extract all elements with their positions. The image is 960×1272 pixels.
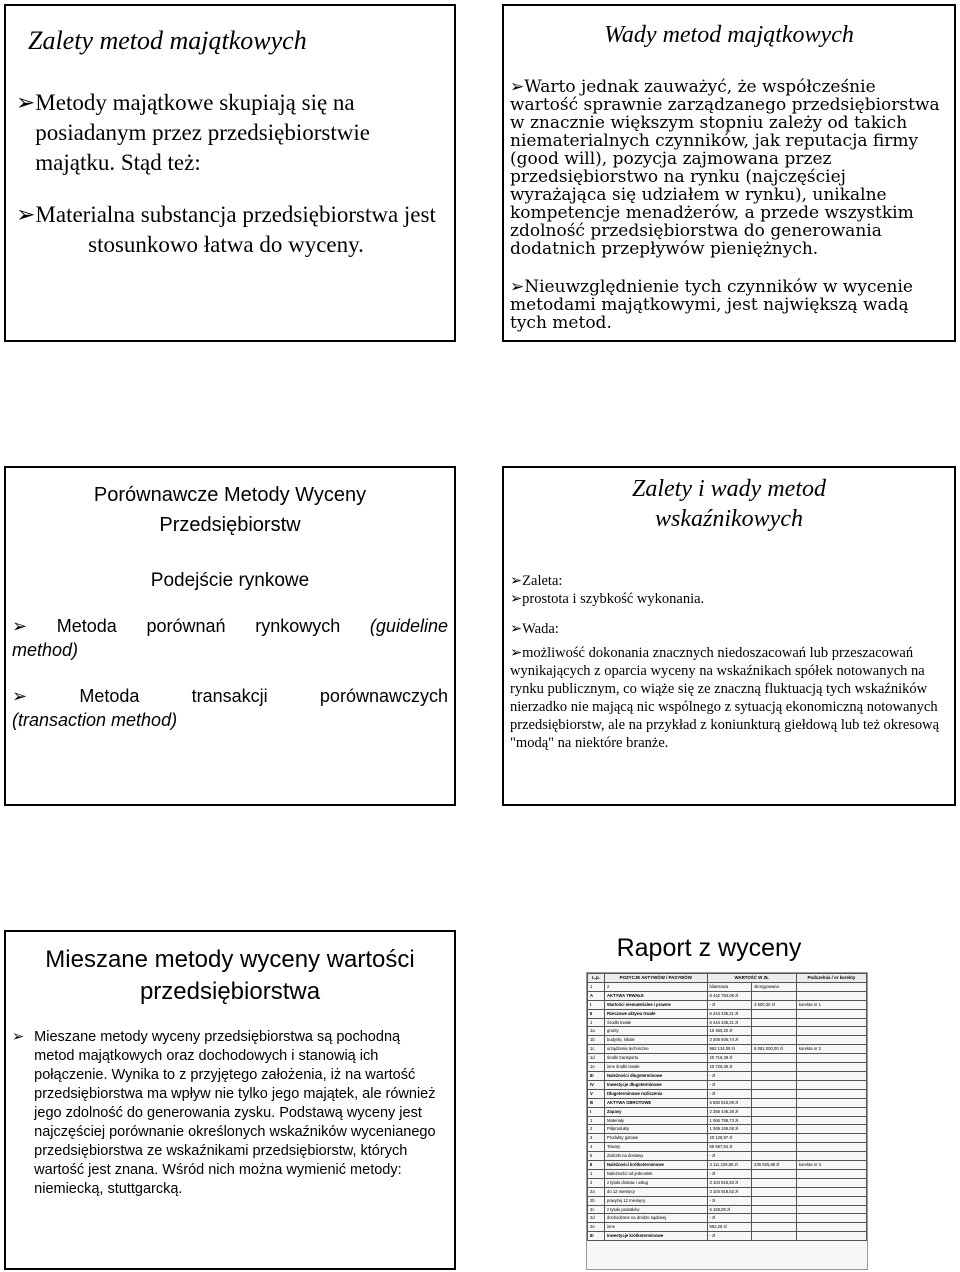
table-row [588,1000,867,1009]
table-row [588,1161,867,1170]
table-cell: inne środki trwałe [605,1063,708,1072]
table-cell: Inwestycje długoterminowe [605,1080,708,1089]
arrow-bullet-icon: ➢ [510,573,523,589]
table-cell: 3 104 918,83 zł [707,1187,752,1196]
table-row [588,1169,867,1178]
table-cell [796,1125,866,1134]
heading-text: Wada: [522,621,559,637]
table-cell: 6 444 435,21 zł [707,1018,752,1027]
table-cell: Towary [605,1143,708,1152]
table-cell: - zł [707,1071,752,1080]
table-cell [796,1071,866,1080]
table-cell: 2 [588,1125,605,1134]
table-cell [752,1098,797,1107]
word: porównań [146,616,226,636]
table-cell: Zapasy [605,1107,708,1116]
table-row [588,1080,867,1089]
arrow-bullet-icon: ➢ [12,686,28,706]
pro-text [510,590,946,608]
table-cell: 2d [588,1214,605,1223]
slide-title: Zalety metod majątkowych [28,26,307,55]
table-cell: 4 [588,1143,605,1152]
word: Metoda [79,686,140,706]
table-cell [752,1223,797,1232]
arrow-bullet-icon: ➢ [510,277,525,297]
table-cell [796,1214,866,1223]
table-row [588,1036,867,1045]
table-cell: 2b [588,1196,605,1205]
table-cell [796,1098,866,1107]
paragraph [510,278,946,332]
arrow-bullet-icon: ➢ [510,591,523,607]
slide-title-line: Mieszane metody wyceny wartości [45,946,415,973]
table-row [588,1063,867,1072]
table-cell [796,1018,866,1027]
table-cell: 992,26 zł [707,1223,752,1232]
table-row [588,1134,867,1143]
table-cell [752,1063,797,1072]
table-cell: 1b [588,1036,605,1045]
table-cell [796,1080,866,1089]
table-cell [796,1116,866,1125]
table-row [588,982,867,991]
table-cell: grunty [605,1027,708,1036]
table-cell [752,1107,797,1116]
table-cell: 3 104 918,83 zł [707,1178,752,1187]
table-cell [752,1169,797,1178]
table-cell [796,1232,866,1241]
table-cell [796,1143,866,1152]
item-continuation: (transaction method) [12,710,178,730]
table-cell: III [588,1071,605,1080]
slide-title-line: Porównawcze Metody Wyceny [93,484,367,506]
table-cell: 2 [588,1178,605,1187]
table-cell: - zł [707,1196,752,1205]
table-cell [796,1223,866,1232]
arrow-bullet-icon: ➢ [510,645,523,661]
slide-wady-metod-majatkowych [502,4,956,342]
arrow-bullet-icon: ➢ [12,1029,25,1045]
table-cell [752,1036,797,1045]
table-cell: - zł [707,1169,752,1178]
table-cell: korekta nr 3 [796,1161,866,1170]
table-cell: 3 [588,1134,605,1143]
table-cell [796,1054,866,1063]
pro-heading [510,572,946,590]
table-row [588,1009,867,1018]
table-cell [796,1107,866,1116]
table-cell: 1 [588,982,605,991]
table-cell: 1 [588,1116,605,1125]
table-cell [752,1214,797,1223]
table-cell: B [588,1098,605,1107]
table-cell: 5 168,08 zł [707,1205,752,1214]
table-cell [796,1027,866,1036]
bullet-item [16,200,436,260]
table-row [588,1223,867,1232]
bullet-text: Metody majątkowe skupiają się na posiadanym przez przedsiębiorstwie majątku. Stąd też: [35,90,370,175]
word: transakcji [191,686,268,706]
table-cell: Środki trwałe [605,1018,708,1027]
table-cell: dochodzone na drodze sądowej [605,1214,708,1223]
table-cell: 2c [588,1205,605,1214]
table-cell: 3 306 606,74 zł [707,1036,752,1045]
table-cell: - zł [707,1232,752,1241]
table-cell: 2 356 446,38 zł [707,1107,752,1116]
table-cell: korekta nr 1 [796,1000,866,1009]
table-cell: środki transportu [605,1054,708,1063]
table-cell: korekta nr 2 [796,1045,866,1054]
table-cell: 3 500,30 zł [752,1000,797,1009]
column-header: POZYCJE AKTYWÓW / PASYWÓW [605,974,708,983]
table-cell: Produkty gotowe [605,1134,708,1143]
table-cell: 3 111 229,85 zł [707,1161,752,1170]
slide-subtitle: Podejście rynkowe [150,570,310,591]
table-cell: A [588,991,605,1000]
table-cell: 5 880 618,09 zł [707,1098,752,1107]
table-cell: 6 442 783,08 zł [707,991,752,1000]
table-cell: I [588,1000,605,1009]
table-cell: AKTYWA TRWAŁE [605,991,708,1000]
table-row [588,1205,867,1214]
table-row [588,1089,867,1098]
table-cell: - zł [707,1152,752,1161]
table-cell: Półprodukty [605,1125,708,1134]
slide-title-line: przedsiębiorstwa [139,978,321,1005]
table-cell: Zaliczki na dostawy [605,1152,708,1161]
bullet-item [16,88,436,178]
table-cell [796,1196,866,1205]
table-cell [796,1152,866,1161]
table-row [588,1214,867,1223]
table-cell: 1 069 159,08 zł [707,1125,752,1134]
table-row [588,1178,867,1187]
item-continuation: method) [12,640,79,660]
table-row [588,1143,867,1152]
table-cell [752,1027,797,1036]
body-text: możliwość dokonania znacznych niedoszacowań lub przeszacowań wynikających z oparcia wyceny na wskaźnikach spółek notowanych na rynku publicznym, co wiąże się ze znaczną fluktuacją tych wskaźników nierzadko nie mającą nic wspólnego z sytuacją ekonomiczną notowanych przedsiębiorstw, ale na przykład z koniunkturą giełdową lub też okresową "modą" na niektóre branże. [510,645,940,751]
table-cell: Rzeczowe aktywa trwałe [605,1009,708,1018]
table-row [588,1196,867,1205]
heading-text: Zaleta: [522,573,563,589]
con-text [510,644,946,752]
table-cell: 20 716,38 zł [707,1054,752,1063]
table-row [588,1152,867,1161]
paragraph-text: Mieszane metody wyceny przedsiębiorstwa są pochodną metod majątkowych oraz dochodowych i stanowią ich połączenie. Wynika to z przyjętego założenia, iż na wartość przedsiębiorstwa ma wpływ nie tylko jego majątek, ale również jego zdolność do generowania zysku. Podstawą wyceny jest najczęściej porównanie określonych wskaźników wycenianego przedsiębiorstwa ze wskaźnikami przedsiębiorstw, których wartość jest znana. Wśród nich można wymienić metody: niemiecką, stuttgarcką. [34,1029,436,1197]
slide-zalety-metod-majatkowych [4,4,456,342]
table-cell [752,1080,797,1089]
table-cell: 1a [588,1027,605,1036]
column-header: WARTOŚĆ W ZŁ [707,974,796,983]
bullet-text: Materialna substancja przedsiębiorstwa jest stosunkowo łatwa do wyceny. [35,202,436,257]
table-cell: - zł [707,1000,752,1009]
table-cell [796,982,866,991]
table-cell [796,1009,866,1018]
table-cell [796,991,866,1000]
slide-zalety-i-wady-wskaznikowych [502,466,956,806]
paragraph [510,78,946,258]
slide-title-line: Zalety i wady metod [632,476,826,502]
table-cell: 15 460,20 zł [707,1027,752,1036]
table-cell [796,1134,866,1143]
table-cell: skorygowana [752,982,797,991]
table-cell: Wartości niematerialne i prawne [605,1000,708,1009]
slide-title: Wady metod majątkowych [604,22,854,48]
table-cell [796,1169,866,1178]
slide-title [6,932,454,1008]
table-cell [796,1063,866,1072]
table-row [588,1116,867,1125]
table-cell [752,1205,797,1214]
table-cell: II [588,1009,605,1018]
table-row [588,991,867,1000]
table-cell: 235 926,88 zł [752,1161,797,1170]
table-cell [752,1071,797,1080]
table-cell: Należności od jednostek [605,1169,708,1178]
table-cell: - zł [707,1214,752,1223]
table-cell [752,1125,797,1134]
table-cell: Inwestycje krótkoterminowe [605,1232,708,1241]
table-cell: 6 444 435,21 zł [707,1009,752,1018]
table-cell: Należności krótkoterminowe [605,1161,708,1170]
table-cell: inne [605,1223,708,1232]
report-table-image [586,972,868,1270]
table-cell [752,1187,797,1196]
table-cell [752,991,797,1000]
table-cell [752,1018,797,1027]
body-text: prostota i szybkość wykonania. [522,591,705,607]
table-cell [752,1196,797,1205]
slide-title-line: Przedsiębiorstw [159,514,301,536]
table-cell: 8 081 000,00 zł [752,1045,797,1054]
table-row [588,1071,867,1080]
table-cell [752,1232,797,1241]
slide-title [504,468,954,534]
arrow-bullet-icon: ➢ [510,621,523,637]
slide-porownawcze-metody [4,466,456,806]
table-cell: III [588,1232,605,1241]
table-cell: 1 [588,1169,605,1178]
table-cell [752,1134,797,1143]
list-item [12,684,448,732]
table-cell: - zł [707,1089,752,1098]
slide-title: Raport z wyceny [616,934,802,962]
table-cell [796,1036,866,1045]
table-cell: budynki, lokale [605,1036,708,1045]
word: (guideline [369,616,448,636]
paragraph-text: Nieuwzględnienie tych czynników w wycenie metodami majątkowymi, jest największą wadą tych metod. [510,277,913,333]
table-cell: do 12 miesięcy [605,1187,708,1196]
table-cell: z tytułu podatków [605,1205,708,1214]
table-cell: bilansowa [707,982,752,991]
table-cell: V [588,1089,605,1098]
arrow-bullet-icon: ➢ [12,616,28,636]
table-cell [752,1152,797,1161]
table-cell [796,1178,866,1187]
arrow-bullet-icon: ➢ [16,90,36,115]
table-cell: 20 726,38 zł [707,1063,752,1072]
table-cell: 2e [588,1223,605,1232]
table-cell: 1d [588,1054,605,1063]
table-cell [752,1009,797,1018]
word: rynkowych [255,616,341,636]
table-cell [752,1143,797,1152]
slide-raport-z-wyceny [502,930,956,1270]
word: porównawczych [319,686,448,706]
slide-title [6,468,454,540]
table-cell: powyżej 12 miesięcy [605,1196,708,1205]
table-cell: z tytułu dostaw i usług [605,1178,708,1187]
table-cell: II [588,1161,605,1170]
table-cell: Należności długoterminowe [605,1071,708,1080]
table-cell [752,1054,797,1063]
table-cell: IV [588,1080,605,1089]
table-cell: 1e [588,1063,605,1072]
slide-mieszane-metody [4,930,456,1270]
table-cell: 68 587,54 zł [707,1143,752,1152]
arrow-bullet-icon: ➢ [510,77,525,97]
table-cell [796,1187,866,1196]
table-cell: 1 [588,1018,605,1027]
table-cell: 2 [605,982,708,991]
con-heading [510,620,946,638]
table-row [588,1187,867,1196]
table-cell: 20 128,87 zł [707,1134,752,1143]
table-row [588,1018,867,1027]
table-row [588,1027,867,1036]
table-cell: 1c [588,1045,605,1054]
table-cell: 962 134,09 zł [707,1045,752,1054]
table-cell: 2a [588,1187,605,1196]
column-header: L.p. [588,974,605,983]
table-row [588,1098,867,1107]
table-cell [752,1089,797,1098]
slide-title-line: wskaźnikowych [655,506,803,532]
table-cell [752,1116,797,1125]
table-cell: Długoterminowe rozliczenia [605,1089,708,1098]
table-cell [796,1205,866,1214]
table-cell: Materiały [605,1116,708,1125]
table-cell: AKTYWA OBROTOWE [605,1098,708,1107]
arrow-bullet-icon: ➢ [16,202,36,227]
table-row [588,1232,867,1241]
table-row [588,1054,867,1063]
report-table [587,973,867,1241]
table-cell: - zł [707,1080,752,1089]
table-header-row [588,974,867,983]
paragraph [12,1028,444,1199]
table-cell: 1 066 759,73 zł [707,1116,752,1125]
table-cell [752,1178,797,1187]
table-cell: urządzenia techniczne [605,1045,708,1054]
table-row [588,1125,867,1134]
table-cell [796,1089,866,1098]
table-cell: I [588,1107,605,1116]
table-row [588,1107,867,1116]
list-item [12,614,448,662]
word: Metoda [56,616,117,636]
table-row [588,1045,867,1054]
column-header: Podczelnia / or korekty [796,974,866,983]
table-cell: 5 [588,1152,605,1161]
paragraph-text: Warto jednak zauważyć, że współcześnie wartość sprawnie zarządzanego przedsiębiorstwa w znacznie większym stopniu zależy od takich niematerialnych czynników, jak reputacja firmy (good will), pozycja zajmowana przez przedsiębiorstwo na rynku (najczęściej wyrażająca się udziałem w rynku), unikalne kompetencje menadżerów, a przede wszystkim zdolność przedsiębiorstwa do generowania dodatnich przepływów pieniężnych. [510,77,940,259]
